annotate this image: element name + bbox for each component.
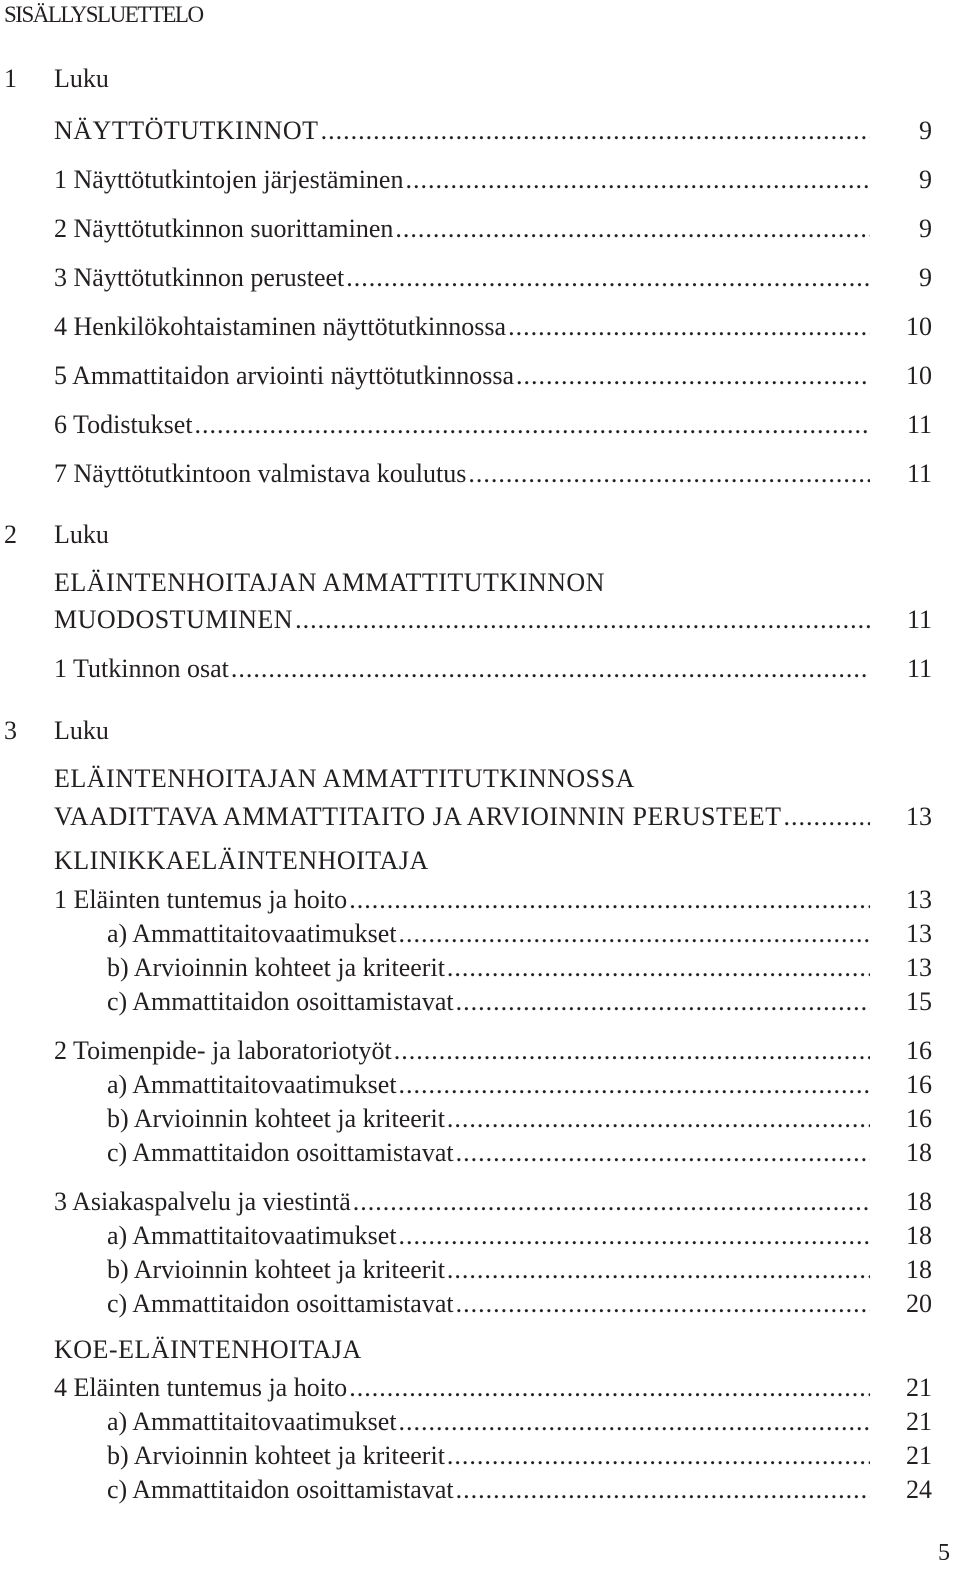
chapter-label: Luku bbox=[54, 520, 109, 549]
dot-leader bbox=[456, 1473, 870, 1507]
toc-page-number: 11 bbox=[906, 459, 932, 488]
toc-entry[interactable] bbox=[107, 1405, 872, 1439]
toc-entry-title: b) Arvioinnin kohteet ja kriteerit bbox=[107, 1104, 445, 1133]
toc-page-number: 15 bbox=[906, 987, 932, 1016]
toc-entry-title: b) Arvioinnin kohteet ja kriteerit bbox=[107, 953, 445, 982]
toc-entry[interactable] bbox=[54, 1034, 872, 1068]
dot-leader bbox=[349, 1371, 870, 1405]
dot-leader bbox=[405, 163, 870, 197]
dot-leader bbox=[447, 1253, 870, 1287]
toc-entry-title: 7 Näyttötutkintoon valmistava koulutus bbox=[54, 459, 467, 488]
toc-entry-title: c) Ammattitaidon osoittamistavat bbox=[107, 987, 454, 1016]
dot-leader bbox=[516, 359, 870, 393]
dot-leader bbox=[447, 1439, 870, 1473]
toc-entry-title: MUODOSTUMINEN bbox=[54, 605, 294, 634]
toc-page-number: 13 bbox=[906, 802, 932, 831]
chapter-label: Luku bbox=[54, 716, 109, 745]
toc-page-number: 9 bbox=[919, 263, 932, 292]
toc-entry[interactable] bbox=[107, 1219, 872, 1253]
dot-leader bbox=[783, 800, 870, 834]
toc-entry-title: c) Ammattitaidon osoittamistavat bbox=[107, 1475, 454, 1504]
toc-entry[interactable] bbox=[107, 951, 872, 985]
toc-page-number: 13 bbox=[906, 953, 932, 982]
toc-entry-title: 6 Todistukset bbox=[54, 410, 193, 439]
toc-entry[interactable] bbox=[107, 1439, 872, 1473]
toc-page-number: 13 bbox=[906, 885, 932, 914]
toc-entry-title: 4 Henkilökohtaistaminen näyttötutkinnossa bbox=[54, 312, 507, 341]
dot-leader bbox=[346, 261, 870, 295]
section-heading: KLINIKKAELÄINTENHOITAJA bbox=[54, 846, 429, 875]
toc-page-number: 9 bbox=[919, 116, 932, 145]
toc-page-number: 18 bbox=[906, 1255, 932, 1284]
toc-entry[interactable] bbox=[54, 883, 872, 917]
toc-header: SISÄLLYSLUETTELO bbox=[4, 2, 203, 27]
toc-page-number: 16 bbox=[906, 1036, 932, 1065]
toc-entry[interactable] bbox=[54, 408, 872, 442]
toc-entry[interactable] bbox=[54, 457, 872, 491]
toc-entry[interactable] bbox=[107, 1136, 872, 1170]
toc-entry-title: c) Ammattitaidon osoittamistavat bbox=[107, 1289, 454, 1318]
toc-entry[interactable] bbox=[54, 800, 872, 834]
dot-leader bbox=[456, 1136, 870, 1170]
toc-page-number: 18 bbox=[906, 1221, 932, 1250]
toc-entry-title: VAADITTAVA AMMATTITAITO JA ARVIOINNIN PERUSTEET bbox=[54, 802, 782, 831]
toc-entry-title: 1 Näyttötutkintojen järjestäminen bbox=[54, 165, 404, 194]
toc-entry-title: 5 Ammattitaidon arviointi näyttötutkinnossa bbox=[54, 361, 515, 390]
toc-page-number: 11 bbox=[906, 410, 932, 439]
dot-leader bbox=[349, 883, 870, 917]
toc-page-number: 24 bbox=[906, 1475, 932, 1504]
dot-leader bbox=[394, 1034, 870, 1068]
chapter-number: 3 bbox=[4, 716, 17, 745]
toc-page-number: 10 bbox=[906, 361, 932, 390]
toc-page-number: 18 bbox=[906, 1138, 932, 1167]
toc-entry[interactable] bbox=[54, 212, 872, 246]
toc-entry[interactable] bbox=[54, 261, 872, 295]
toc-entry-title: b) Arvioinnin kohteet ja kriteerit bbox=[107, 1441, 445, 1470]
toc-entry-title: a) Ammattitaitovaatimukset bbox=[107, 1221, 397, 1250]
toc-entry-title: a) Ammattitaitovaatimukset bbox=[107, 919, 397, 948]
toc-entry[interactable] bbox=[107, 917, 872, 951]
toc-entry[interactable] bbox=[107, 1473, 872, 1507]
toc-page-number: 13 bbox=[906, 919, 932, 948]
toc-entry[interactable] bbox=[107, 985, 872, 1019]
toc-page-number: 11 bbox=[906, 654, 932, 683]
dot-leader bbox=[353, 1185, 870, 1219]
toc-entry-title: 3 Asiakaspalvelu ja viestintä bbox=[54, 1187, 351, 1216]
toc-page-number: 21 bbox=[906, 1407, 932, 1436]
toc-entry[interactable] bbox=[107, 1253, 872, 1287]
toc-page-number: 16 bbox=[906, 1070, 932, 1099]
toc-entry[interactable] bbox=[54, 1185, 872, 1219]
toc-entry[interactable] bbox=[107, 1068, 872, 1102]
dot-leader bbox=[468, 457, 870, 491]
dot-leader bbox=[456, 1287, 870, 1321]
dot-leader bbox=[231, 652, 870, 686]
toc-page-number: 9 bbox=[919, 214, 932, 243]
toc-page-number: 18 bbox=[906, 1187, 932, 1216]
section-heading: ELÄINTENHOITAJAN AMMATTITUTKINNOSSA bbox=[54, 764, 635, 793]
toc-page-number: 16 bbox=[906, 1104, 932, 1133]
dot-leader bbox=[399, 1219, 870, 1253]
dot-leader bbox=[447, 951, 870, 985]
toc-entry[interactable] bbox=[107, 1287, 872, 1321]
toc-entry[interactable] bbox=[54, 310, 872, 344]
dot-leader bbox=[508, 310, 870, 344]
dot-leader bbox=[399, 917, 870, 951]
toc-entry-title: b) Arvioinnin kohteet ja kriteerit bbox=[107, 1255, 445, 1284]
toc-entry-title: a) Ammattitaitovaatimukset bbox=[107, 1070, 397, 1099]
toc-entry-title: 2 Näyttötutkinnon suorittaminen bbox=[54, 214, 394, 243]
toc-entry-title: c) Ammattitaidon osoittamistavat bbox=[107, 1138, 454, 1167]
toc-entry[interactable] bbox=[54, 652, 872, 686]
toc-entry-title: 1 Tutkinnon osat bbox=[54, 654, 229, 683]
toc-entry[interactable] bbox=[54, 114, 872, 148]
toc-page-number: 20 bbox=[906, 1289, 932, 1318]
toc-page-number: 9 bbox=[919, 165, 932, 194]
section-heading: ELÄINTENHOITAJAN AMMATTITUTKINNON bbox=[54, 568, 605, 597]
toc-entry[interactable] bbox=[54, 163, 872, 197]
toc-page-number: 21 bbox=[906, 1441, 932, 1470]
toc-entry-title: NÄYTTÖTUTKINNOT bbox=[54, 116, 319, 145]
toc-entry-title: 4 Eläinten tuntemus ja hoito bbox=[54, 1373, 348, 1402]
section-heading: KOE-ELÄINTENHOITAJA bbox=[54, 1335, 362, 1364]
dot-leader bbox=[195, 408, 870, 442]
toc-entry[interactable] bbox=[107, 1102, 872, 1136]
dot-leader bbox=[395, 212, 870, 246]
chapter-number: 1 bbox=[4, 64, 17, 93]
toc-entry-title: 1 Eläinten tuntemus ja hoito bbox=[54, 885, 348, 914]
chapter-number: 2 bbox=[4, 520, 17, 549]
dot-leader bbox=[456, 985, 870, 1019]
dot-leader bbox=[399, 1068, 870, 1102]
toc-page-number: 11 bbox=[906, 605, 932, 634]
toc-entry-title: 2 Toimenpide- ja laboratoriotyöt bbox=[54, 1036, 392, 1065]
dot-leader bbox=[321, 114, 870, 148]
toc-entry[interactable] bbox=[54, 359, 872, 393]
dot-leader bbox=[295, 603, 870, 637]
toc-entry[interactable] bbox=[54, 1371, 872, 1405]
toc-entry[interactable] bbox=[54, 603, 872, 637]
dot-leader bbox=[399, 1405, 870, 1439]
dot-leader bbox=[447, 1102, 870, 1136]
toc-entry-title: a) Ammattitaitovaatimukset bbox=[107, 1407, 397, 1436]
toc-page-number: 21 bbox=[906, 1373, 932, 1402]
toc-page-number: 10 bbox=[906, 312, 932, 341]
chapter-label: Luku bbox=[54, 64, 109, 93]
page-number: 5 bbox=[938, 1540, 950, 1566]
toc-entry-title: 3 Näyttötutkinnon perusteet bbox=[54, 263, 345, 292]
